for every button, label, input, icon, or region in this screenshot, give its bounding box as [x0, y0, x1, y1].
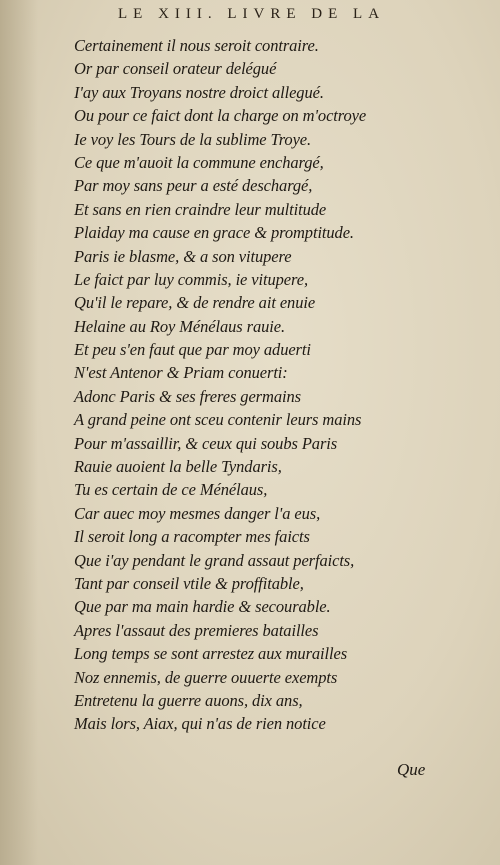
verse-line: Il seroit long a racompter mes faicts — [74, 527, 310, 547]
verse-line: Or par conseil orateur delégué — [74, 59, 277, 79]
verse-line: Paris ie blasme, & a son vitupere — [74, 246, 292, 266]
verse-line: Plaiday ma cause en grace & promptitude. — [74, 223, 354, 243]
verse-line: Et peu s'en faut que par moy aduerti — [74, 340, 311, 360]
verse-line: Que i'ay pendant le grand assaut perfaicts, — [74, 550, 355, 570]
verse-line: N'est Antenor & Priam conuerti: — [74, 363, 288, 383]
verse-line: I'ay aux Troyans nostre droict allegué. — [74, 82, 324, 102]
verse-line: Que par ma main hardie & secourable. — [74, 597, 331, 617]
verse-line: Adonc Paris & ses freres germains — [74, 386, 301, 406]
verse-line: Mais lors, Aiax, qui n'as de rien notice — [74, 714, 326, 734]
verse-line: Apres l'assaut des premieres batailles — [74, 620, 319, 640]
running-title: LE XIII. LIVRE DE LA — [118, 6, 386, 22]
verse-line: Noz ennemis, de guerre ouuerte exempts — [74, 667, 338, 687]
verse-line: Tant par conseil vtile & proffitable, — [74, 573, 304, 593]
verse-line: Ou pour ce faict dont la charge on m'octroye — [74, 106, 367, 126]
verse-line: Car auec moy mesmes danger l'a eus, — [74, 503, 321, 523]
verse-line: Et sans en rien craindre leur multitude — [74, 199, 327, 219]
verse-line: Entretenu la guerre auons, dix ans, — [74, 690, 303, 710]
verse-line: Le faict par luy commis, ie vitupere, — [74, 269, 308, 289]
verse-line: Ce que m'auoit la commune enchargé, — [74, 152, 324, 172]
verse-line: Long temps se sont arrestez aux murailles — [74, 644, 348, 664]
verse-line: Ie voy les Tours de la sublime Troye. — [74, 129, 312, 149]
verse-line: Rauie auoient la belle Tyndaris, — [74, 457, 282, 477]
verse-line: Tu es certain de ce Ménélaus, — [74, 480, 268, 500]
verse-line: Par moy sans peur a esté deschargé, — [74, 176, 313, 196]
verse-line: Certainement il nous seroit contraire. — [74, 36, 319, 55]
gutter-shadow — [0, 0, 38, 865]
verse-line: Pour m'assaillir, & ceux qui soubs Paris — [74, 433, 338, 453]
verse-line: Helaine au Roy Ménélaus rauie. — [74, 316, 285, 336]
verse-line: Qu'il le repare, & de rendre ait enuie — [74, 293, 316, 313]
catchword: Que — [397, 760, 426, 779]
verse-line: A grand peine ont sceu contenir leurs mains — [74, 410, 362, 430]
verse-list — [74, 34, 474, 736]
